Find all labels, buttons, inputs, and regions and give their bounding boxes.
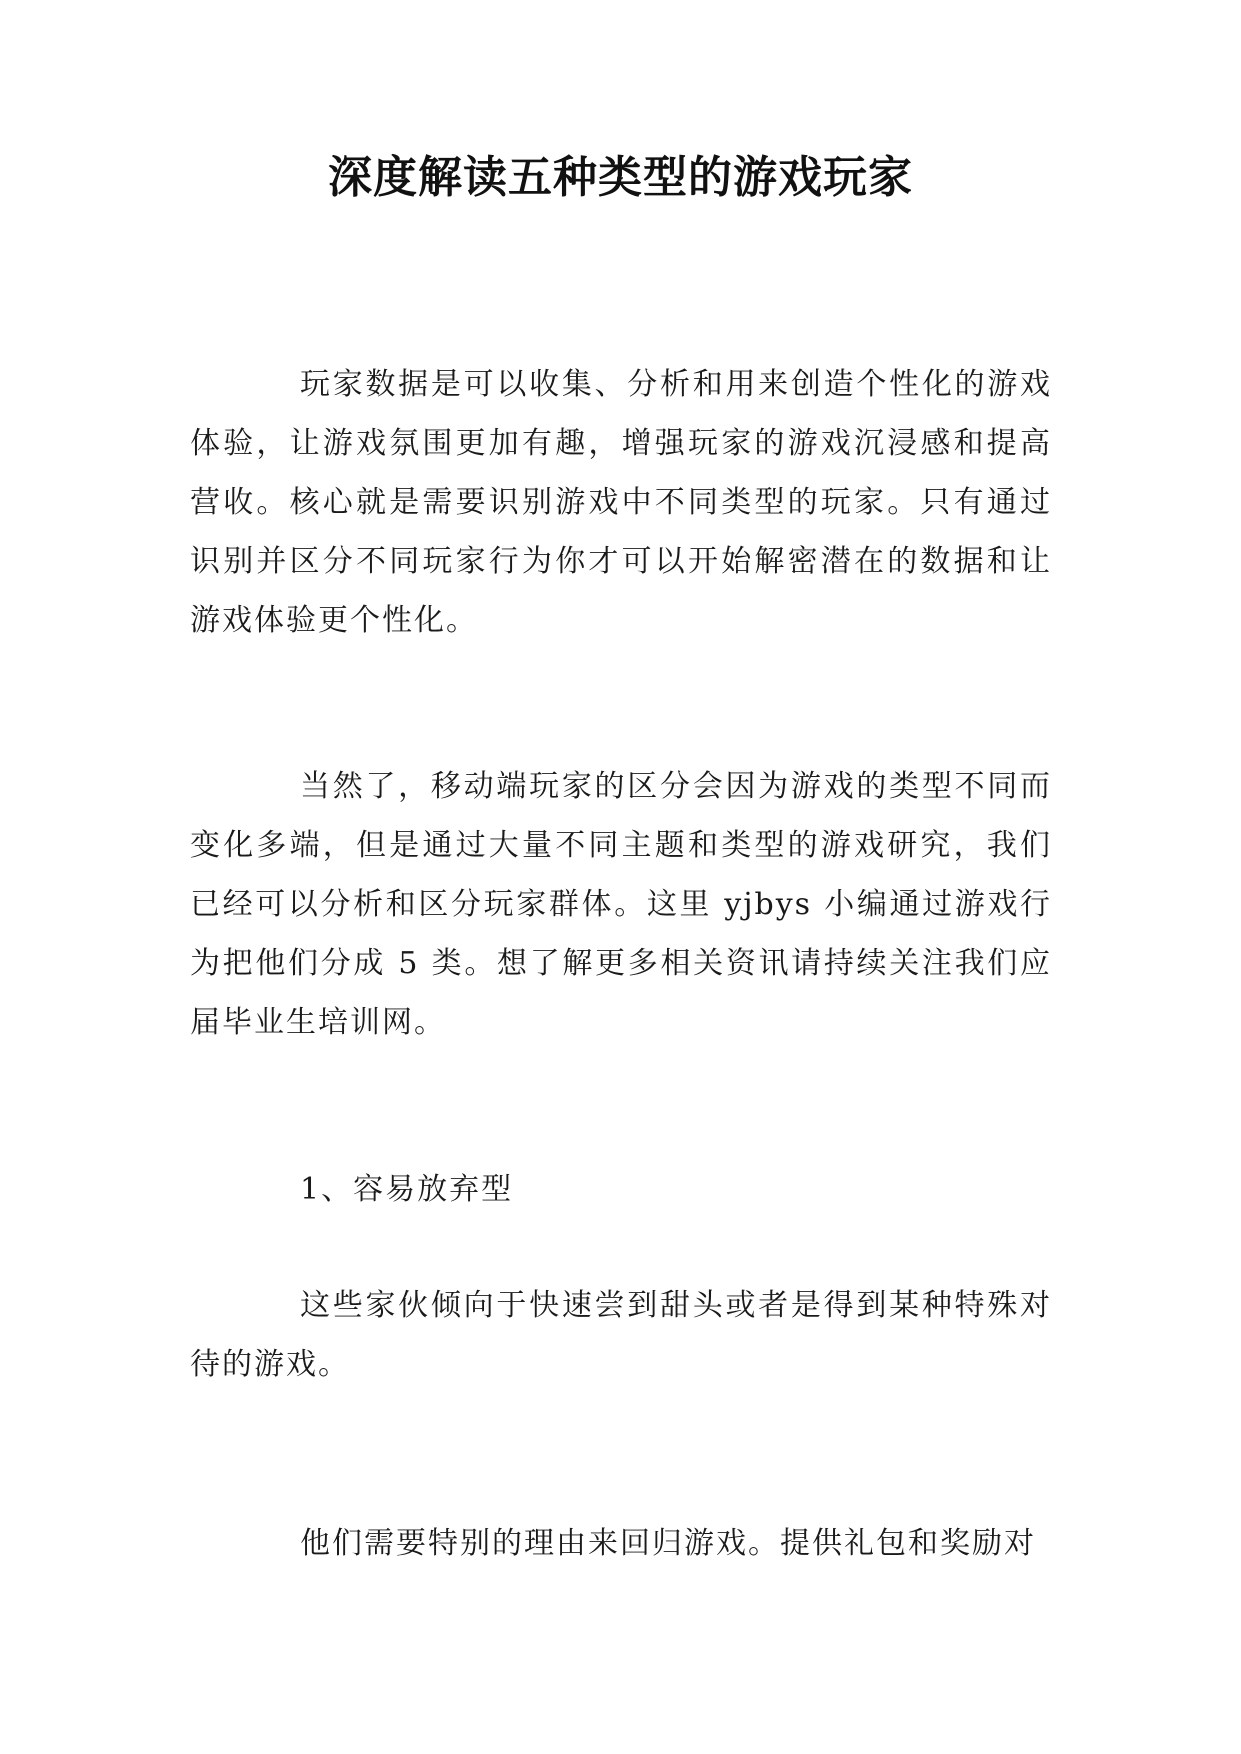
paragraph-classification: 当然了，移动端玩家的区分会因为游戏的类型不同而变化多端，但是通过大量不同主题和类型的游戏研究，我们已经可以分析和区分玩家群体。这里 yjbys 小编通过游戏行为把他们分成 5 类。想了解更多相关资讯请持续关注我们应届毕业生培训网。 (190, 769, 1052, 1040)
section-heading-type-1: 1、容易放弃型 (300, 1172, 514, 1207)
document-title: 深度解读五种类型的游戏玩家 (328, 152, 913, 203)
paragraph-type-1-strategy: 他们需要特别的理由来回归游戏。提供礼包和奖励对 (300, 1526, 1036, 1561)
paragraph-intro: 玩家数据是可以收集、分析和用来创造个性化的游戏体验，让游戏氛围更加有趣，增强玩家的游戏沉浸感和提高营收。核心就是需要识别游戏中不同类型的玩家。只有通过识别并区分不同玩家行为你才可以开始解密潜在的数据和让游戏体验更个性化。 (190, 367, 1052, 638)
paragraph-type-1-description: 这些家伙倾向于快速尝到甜头或者是得到某种特殊对待的游戏。 (190, 1288, 1052, 1382)
